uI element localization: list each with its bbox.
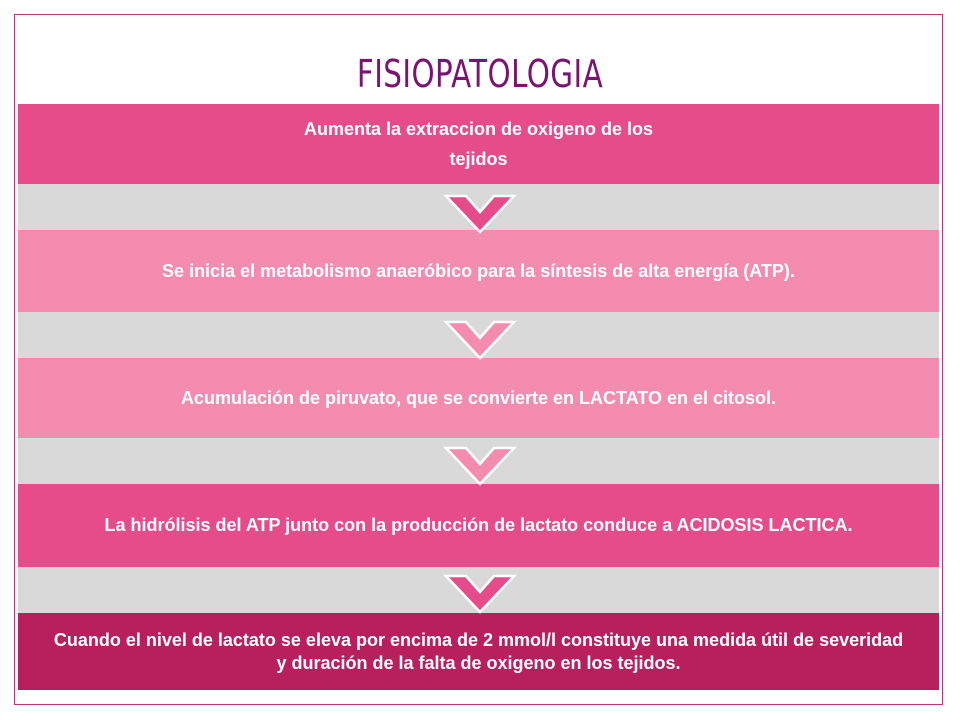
step-5-text: Cuando el nivel de lactato se eleva por encima de 2 mmol/l constituye una medida útil de severidad y duración de la falta de oxigeno en los tejidos. [53, 629, 904, 673]
step-3-box [18, 358, 939, 438]
down-arrow-icon-1 [446, 196, 514, 238]
slide-title: FISIOPATOLOGIA [356, 52, 604, 96]
down-arrow-icon-2 [446, 322, 514, 364]
step-1-text-line1: Aumenta la extraccion de oxigeno de los [303, 118, 654, 139]
down-arrow-icon-4 [446, 576, 514, 618]
step-1-text-line2: tejidos [449, 148, 508, 169]
step-4-box [18, 484, 939, 567]
step-2-box [18, 230, 939, 312]
step-4-text: La hidrólisis del ATP junto con la producción de lactato conduce a ACIDOSIS LACTICA. [104, 515, 853, 535]
down-arrow-icon-3 [446, 448, 514, 490]
step-1-box [18, 104, 939, 184]
step-5-box [18, 613, 939, 690]
step-2-text: Se inicia el metabolismo anaeróbico para la síntesis de alta energía (ATP). [162, 260, 795, 281]
step-3-text: Acumulación de piruvato, que se convierte en LACTATO en el citosol. [180, 387, 777, 408]
